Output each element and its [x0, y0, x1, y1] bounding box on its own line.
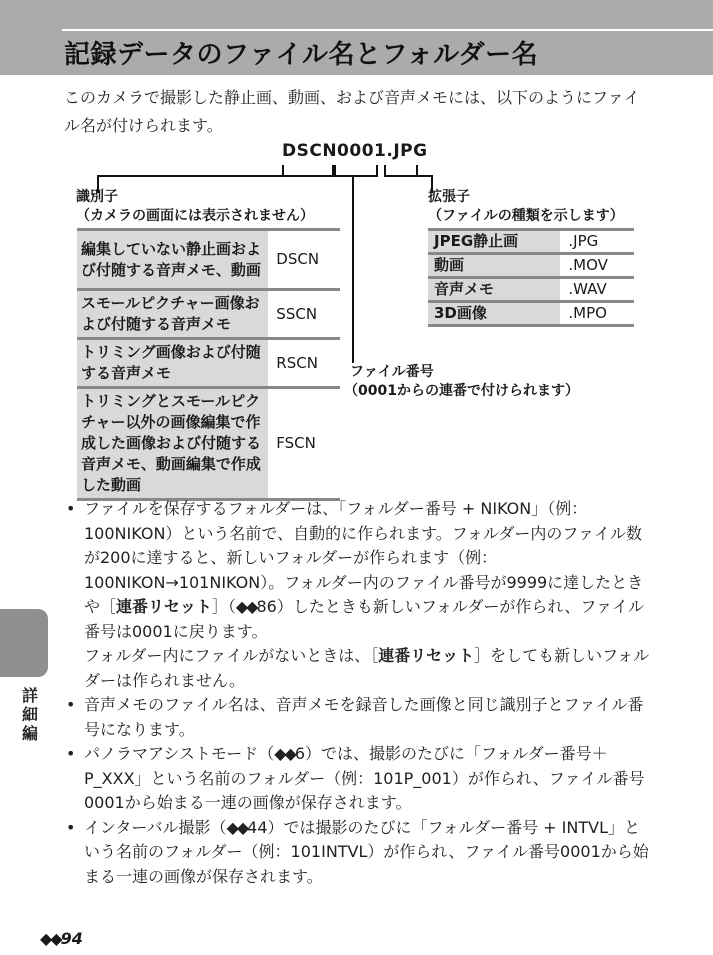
identifier-code: DSCN	[269, 230, 340, 290]
table-row	[77, 339, 340, 388]
page-number-value: 94	[60, 929, 83, 948]
identifier-code: RSCN	[269, 339, 340, 388]
intro-paragraph: このカメラで撮影した静止画、動画、および音声メモには、以下のようにファイル名が付けられます。	[64, 88, 640, 135]
identifier-desc: トリミング画像および付随する音声メモ	[77, 339, 269, 388]
section-label: 詳細編	[22, 686, 39, 743]
extension-value: .MOV	[561, 254, 634, 278]
table-row	[428, 278, 634, 302]
file-number-label: ファイル番号	[350, 364, 434, 380]
note-text: ］（	[211, 597, 236, 616]
section-side-tab	[0, 609, 48, 677]
notes-list	[64, 497, 654, 889]
extension-type: 3D画像	[428, 302, 561, 326]
extension-value: .WAV	[561, 278, 634, 302]
reference-icon: ◆◆	[226, 817, 248, 837]
list-item	[64, 742, 654, 816]
page-reference: 86	[256, 597, 277, 616]
menu-reference: 連番リセット	[116, 597, 212, 616]
extension-value: .JPG	[561, 230, 634, 254]
page-title: 記録データのファイル名とフォルダー名	[64, 40, 539, 70]
table-row	[77, 388, 340, 500]
list-item	[64, 816, 654, 890]
bullet-dot: •	[66, 744, 76, 763]
note-text: ファイルを保存するフォルダーは、「フォルダー番号 + NIKON」（例：100NIKON）という名前で、自動的に作られます。フォルダー内のファイル数が200に達すると、新しいフォルダーが作られます（例：100NIKON→101NIKON）。フォルダー内のファイル番号が9999に達したときや［	[84, 499, 644, 616]
reference-icon: ◆◆	[40, 929, 61, 948]
table-row	[77, 230, 340, 290]
list-item	[64, 497, 654, 693]
note-text: ）では、撮影のたびに「フォルダー番号＋P_XXX」という名前のフォルダー（例：101P_001）が作られ、ファイル番号0001から始まる一連の画像が保存されます。	[84, 744, 645, 812]
identifier-desc: スモールピクチャー画像および付随する音声メモ	[77, 290, 269, 339]
table-row	[77, 290, 340, 339]
page-reference: 44	[247, 817, 268, 837]
bullet-dot: •	[66, 817, 76, 837]
identifier-connector	[97, 175, 309, 193]
note-text: 音声メモのファイル名は、音声メモを録音した画像と同じ識別子とファイル番号になります。	[84, 695, 644, 739]
note-text: ）したときも新しいフォルダーが作られ、ファイル番号は0001に戻ります。	[84, 597, 645, 641]
identifier-label: 識別子	[76, 189, 118, 205]
menu-reference: 連番リセット	[378, 646, 475, 665]
bullet-dot: •	[66, 499, 76, 518]
table-row	[428, 302, 634, 326]
example-filename: DSCN0001.JPG	[282, 141, 428, 161]
identifier-note: （カメラの画面には表示されません）	[76, 208, 314, 224]
extension-label: 拡張子	[428, 189, 470, 205]
note-text: ）では撮影のたびに「フォルダー番号 + INTVL」という名前のフォルダー（例：101INTVL）が作られ、ファイル番号0001から始まる一連の画像が保存されます。	[84, 817, 649, 886]
note-text: パノラマアシストモード（	[84, 744, 275, 763]
file-number-connector	[352, 175, 354, 363]
identifier-table	[77, 228, 340, 501]
extension-type: 動画	[428, 254, 561, 278]
file-number-bracket	[334, 165, 378, 177]
bullet-dot: •	[66, 695, 76, 714]
extension-value: .MPO	[561, 302, 634, 326]
reference-icon: ◆◆	[274, 744, 295, 763]
page-number	[40, 929, 83, 948]
extension-type: 音声メモ	[428, 278, 561, 302]
header-rule	[62, 29, 713, 31]
identifier-desc: トリミングとスモールピクチャー以外の画像編集で作成した画像および付随する音声メモ、動画編集で作成した動画	[77, 388, 269, 500]
page-reference: 6	[294, 744, 306, 763]
identifier-desc: 編集していない静止画および付随する音声メモ、動画	[77, 230, 269, 290]
table-row	[428, 230, 634, 254]
reference-icon: ◆◆	[235, 597, 257, 616]
table-row	[428, 254, 634, 278]
extension-table	[428, 228, 634, 327]
identifier-code: SSCN	[269, 290, 340, 339]
extension-note: （ファイルの種類を示します）	[428, 208, 624, 224]
file-number-note: （0001からの連番で付けられます）	[344, 383, 579, 399]
list-item	[64, 693, 654, 742]
note-text: インターバル撮影（	[84, 817, 227, 837]
extension-type: JPEG静止画	[428, 230, 561, 254]
note-text: フォルダー内にファイルがないときは、［	[84, 646, 379, 665]
identifier-code: FSCN	[269, 388, 340, 500]
note-text: ］をしても新しいフォルダーは作られません。	[84, 646, 650, 690]
